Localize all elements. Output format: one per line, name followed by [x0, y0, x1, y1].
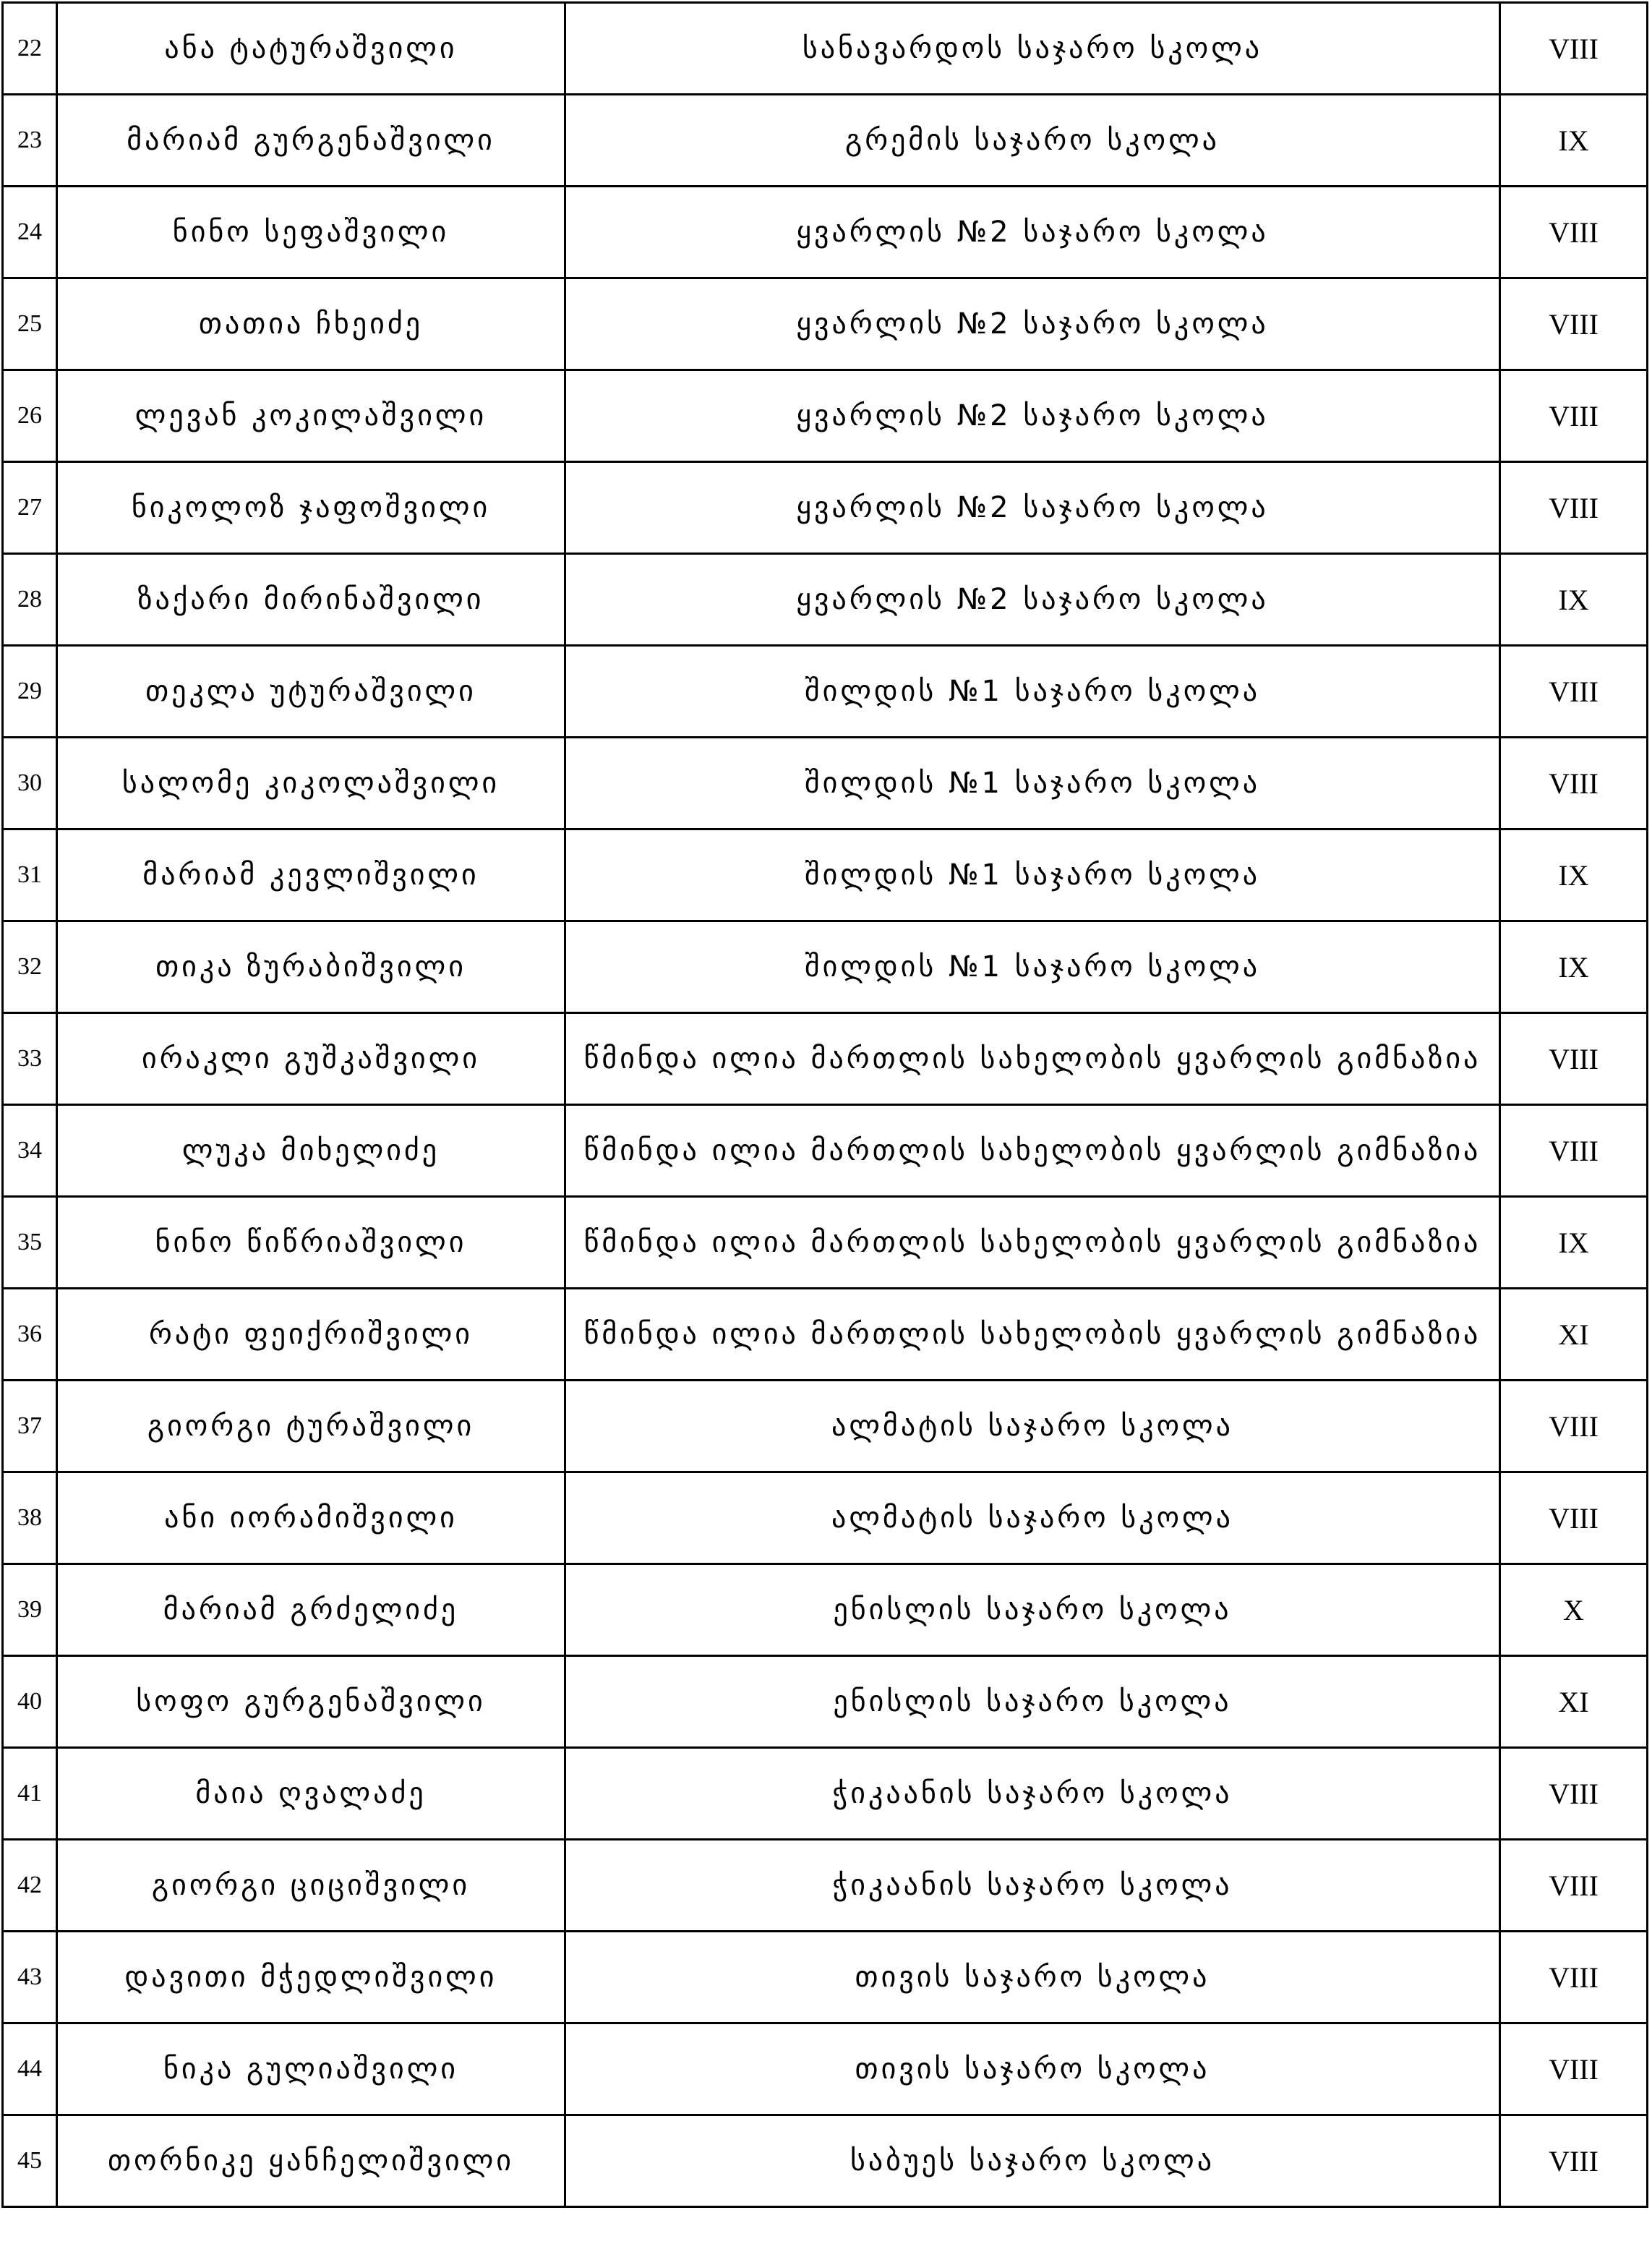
grade-cell: VIII: [1500, 2023, 1648, 2115]
school-name-cell: ჭიკაანის საჯარო სკოლა: [565, 1748, 1500, 1840]
school-name-cell: შილდის №1 საჯარო სკოლა: [565, 646, 1500, 738]
grade-cell: IX: [1500, 1197, 1648, 1289]
student-name-cell: ლუკა მიხელიძე: [57, 1105, 565, 1197]
row-number-cell: 25: [3, 278, 57, 370]
school-name-cell: შილდის №1 საჯარო სკოლა: [565, 829, 1500, 921]
student-name-cell: ნიკა გულიაშვილი: [57, 2023, 565, 2115]
school-name-cell: წმინდა ილია მართლის სახელობის ყვარლის გიმნაზია: [565, 1197, 1500, 1289]
school-name-cell: თივის საჯარო სკოლა: [565, 1932, 1500, 2023]
table-row: [3, 462, 1648, 554]
row-number-cell: 40: [3, 1656, 57, 1748]
school-name-cell: წმინდა ილია მართლის სახელობის ყვარლის გიმნაზია: [565, 1013, 1500, 1105]
grade-cell: IX: [1500, 554, 1648, 646]
student-name-cell: ანა ტატურაშვილი: [57, 3, 565, 95]
table-row: [3, 95, 1648, 187]
table-row: [3, 738, 1648, 829]
row-number-cell: 31: [3, 829, 57, 921]
row-number-cell: 38: [3, 1472, 57, 1564]
student-name-cell: მარიამ კევლიშვილი: [57, 829, 565, 921]
school-name-cell: შილდის №1 საჯარო სკოლა: [565, 738, 1500, 829]
row-number-cell: 39: [3, 1564, 57, 1656]
school-name-cell: ყვარლის №2 საჯარო სკოლა: [565, 554, 1500, 646]
student-name-cell: მაია ღვალაძე: [57, 1748, 565, 1840]
school-name-cell: შილდის №1 საჯარო სკოლა: [565, 921, 1500, 1013]
student-name-cell: ნიკოლოზ ჯაფოშვილი: [57, 462, 565, 554]
student-name-cell: ირაკლი გუშკაშვილი: [57, 1013, 565, 1105]
row-number-cell: 22: [3, 3, 57, 95]
table-row: [3, 2023, 1648, 2115]
grade-cell: VIII: [1500, 1013, 1648, 1105]
grade-cell: VIII: [1500, 1472, 1648, 1564]
student-name-cell: სალომე კიკოლაშვილი: [57, 738, 565, 829]
table-row: [3, 1472, 1648, 1564]
student-name-cell: რატი ფეიქრიშვილი: [57, 1289, 565, 1381]
row-number-cell: 34: [3, 1105, 57, 1197]
row-number-cell: 30: [3, 738, 57, 829]
school-name-cell: თივის საჯარო სკოლა: [565, 2023, 1500, 2115]
school-name-cell: ყვარლის №2 საჯარო სკოლა: [565, 187, 1500, 278]
grade-cell: IX: [1500, 95, 1648, 187]
grade-cell: VIII: [1500, 2115, 1648, 2207]
table-row: [3, 829, 1648, 921]
school-name-cell: ყვარლის №2 საჯარო სკოლა: [565, 370, 1500, 462]
row-number-cell: 43: [3, 1932, 57, 2023]
grade-cell: VIII: [1500, 3, 1648, 95]
student-name-cell: ზაქარი მირინაშვილი: [57, 554, 565, 646]
row-number-cell: 44: [3, 2023, 57, 2115]
table-row: [3, 1105, 1648, 1197]
student-name-cell: თეკლა უტურაშვილი: [57, 646, 565, 738]
row-number-cell: 29: [3, 646, 57, 738]
table-row: [3, 3, 1648, 95]
table-row: [3, 1748, 1648, 1840]
row-number-cell: 26: [3, 370, 57, 462]
table-row: [3, 187, 1648, 278]
student-name-cell: ანი იორამიშვილი: [57, 1472, 565, 1564]
row-number-cell: 41: [3, 1748, 57, 1840]
school-name-cell: ალმატის საჯარო სკოლა: [565, 1472, 1500, 1564]
table-row: [3, 1656, 1648, 1748]
grade-cell: X: [1500, 1564, 1648, 1656]
table-row: [3, 1197, 1648, 1289]
grade-cell: VIII: [1500, 278, 1648, 370]
roster-table-body: [3, 3, 1648, 2207]
student-name-cell: თათია ჩხეიძე: [57, 278, 565, 370]
row-number-cell: 27: [3, 462, 57, 554]
school-name-cell: წმინდა ილია მართლის სახელობის ყვარლის გიმნაზია: [565, 1105, 1500, 1197]
student-name-cell: მარიამ გურგენაშვილი: [57, 95, 565, 187]
school-name-cell: საბუეს საჯარო სკოლა: [565, 2115, 1500, 2207]
table-row: [3, 554, 1648, 646]
row-number-cell: 45: [3, 2115, 57, 2207]
school-name-cell: ენისლის საჯარო სკოლა: [565, 1564, 1500, 1656]
student-name-cell: სოფო გურგენაშვილი: [57, 1656, 565, 1748]
table-row: [3, 646, 1648, 738]
table-row: [3, 2115, 1648, 2207]
grade-cell: VIII: [1500, 462, 1648, 554]
grade-cell: IX: [1500, 921, 1648, 1013]
student-name-cell: თორნიკე ყანჩელიშვილი: [57, 2115, 565, 2207]
student-name-cell: ნინო სეფაშვილი: [57, 187, 565, 278]
student-name-cell: გიორგი ციციშვილი: [57, 1840, 565, 1932]
grade-cell: VIII: [1500, 1381, 1648, 1472]
school-name-cell: ჭიკაანის საჯარო სკოლა: [565, 1840, 1500, 1932]
row-number-cell: 37: [3, 1381, 57, 1472]
row-number-cell: 24: [3, 187, 57, 278]
student-name-cell: თიკა ზურაბიშვილი: [57, 921, 565, 1013]
table-row: [3, 278, 1648, 370]
row-number-cell: 35: [3, 1197, 57, 1289]
row-number-cell: 23: [3, 95, 57, 187]
school-name-cell: ყვარლის №2 საჯარო სკოლა: [565, 462, 1500, 554]
row-number-cell: 36: [3, 1289, 57, 1381]
student-name-cell: ნინო წიწრიაშვილი: [57, 1197, 565, 1289]
row-number-cell: 32: [3, 921, 57, 1013]
student-name-cell: ლევან კოკილაშვილი: [57, 370, 565, 462]
table-row: [3, 1013, 1648, 1105]
school-name-cell: ალმატის საჯარო სკოლა: [565, 1381, 1500, 1472]
grade-cell: VIII: [1500, 738, 1648, 829]
table-row: [3, 370, 1648, 462]
table-row: [3, 1840, 1648, 1932]
grade-cell: XI: [1500, 1656, 1648, 1748]
row-number-cell: 33: [3, 1013, 57, 1105]
grade-cell: VIII: [1500, 1840, 1648, 1932]
table-row: [3, 1381, 1648, 1472]
row-number-cell: 42: [3, 1840, 57, 1932]
student-roster-table: [1, 1, 1648, 2208]
table-row: [3, 1289, 1648, 1381]
grade-cell: VIII: [1500, 1932, 1648, 2023]
grade-cell: XI: [1500, 1289, 1648, 1381]
student-name-cell: დავითი მჭედლიშვილი: [57, 1932, 565, 2023]
grade-cell: VIII: [1500, 646, 1648, 738]
school-name-cell: ყვარლის №2 საჯარო სკოლა: [565, 278, 1500, 370]
grade-cell: VIII: [1500, 1105, 1648, 1197]
student-name-cell: გიორგი ტურაშვილი: [57, 1381, 565, 1472]
school-name-cell: ენისლის საჯარო სკოლა: [565, 1656, 1500, 1748]
grade-cell: VIII: [1500, 187, 1648, 278]
school-name-cell: სანავარდოს საჯარო სკოლა: [565, 3, 1500, 95]
grade-cell: VIII: [1500, 1748, 1648, 1840]
table-row: [3, 1932, 1648, 2023]
grade-cell: IX: [1500, 829, 1648, 921]
table-row: [3, 921, 1648, 1013]
student-name-cell: მარიამ გრძელიძე: [57, 1564, 565, 1656]
school-name-cell: წმინდა ილია მართლის სახელობის ყვარლის გიმნაზია: [565, 1289, 1500, 1381]
school-name-cell: გრემის საჯარო სკოლა: [565, 95, 1500, 187]
row-number-cell: 28: [3, 554, 57, 646]
grade-cell: VIII: [1500, 370, 1648, 462]
table-row: [3, 1564, 1648, 1656]
